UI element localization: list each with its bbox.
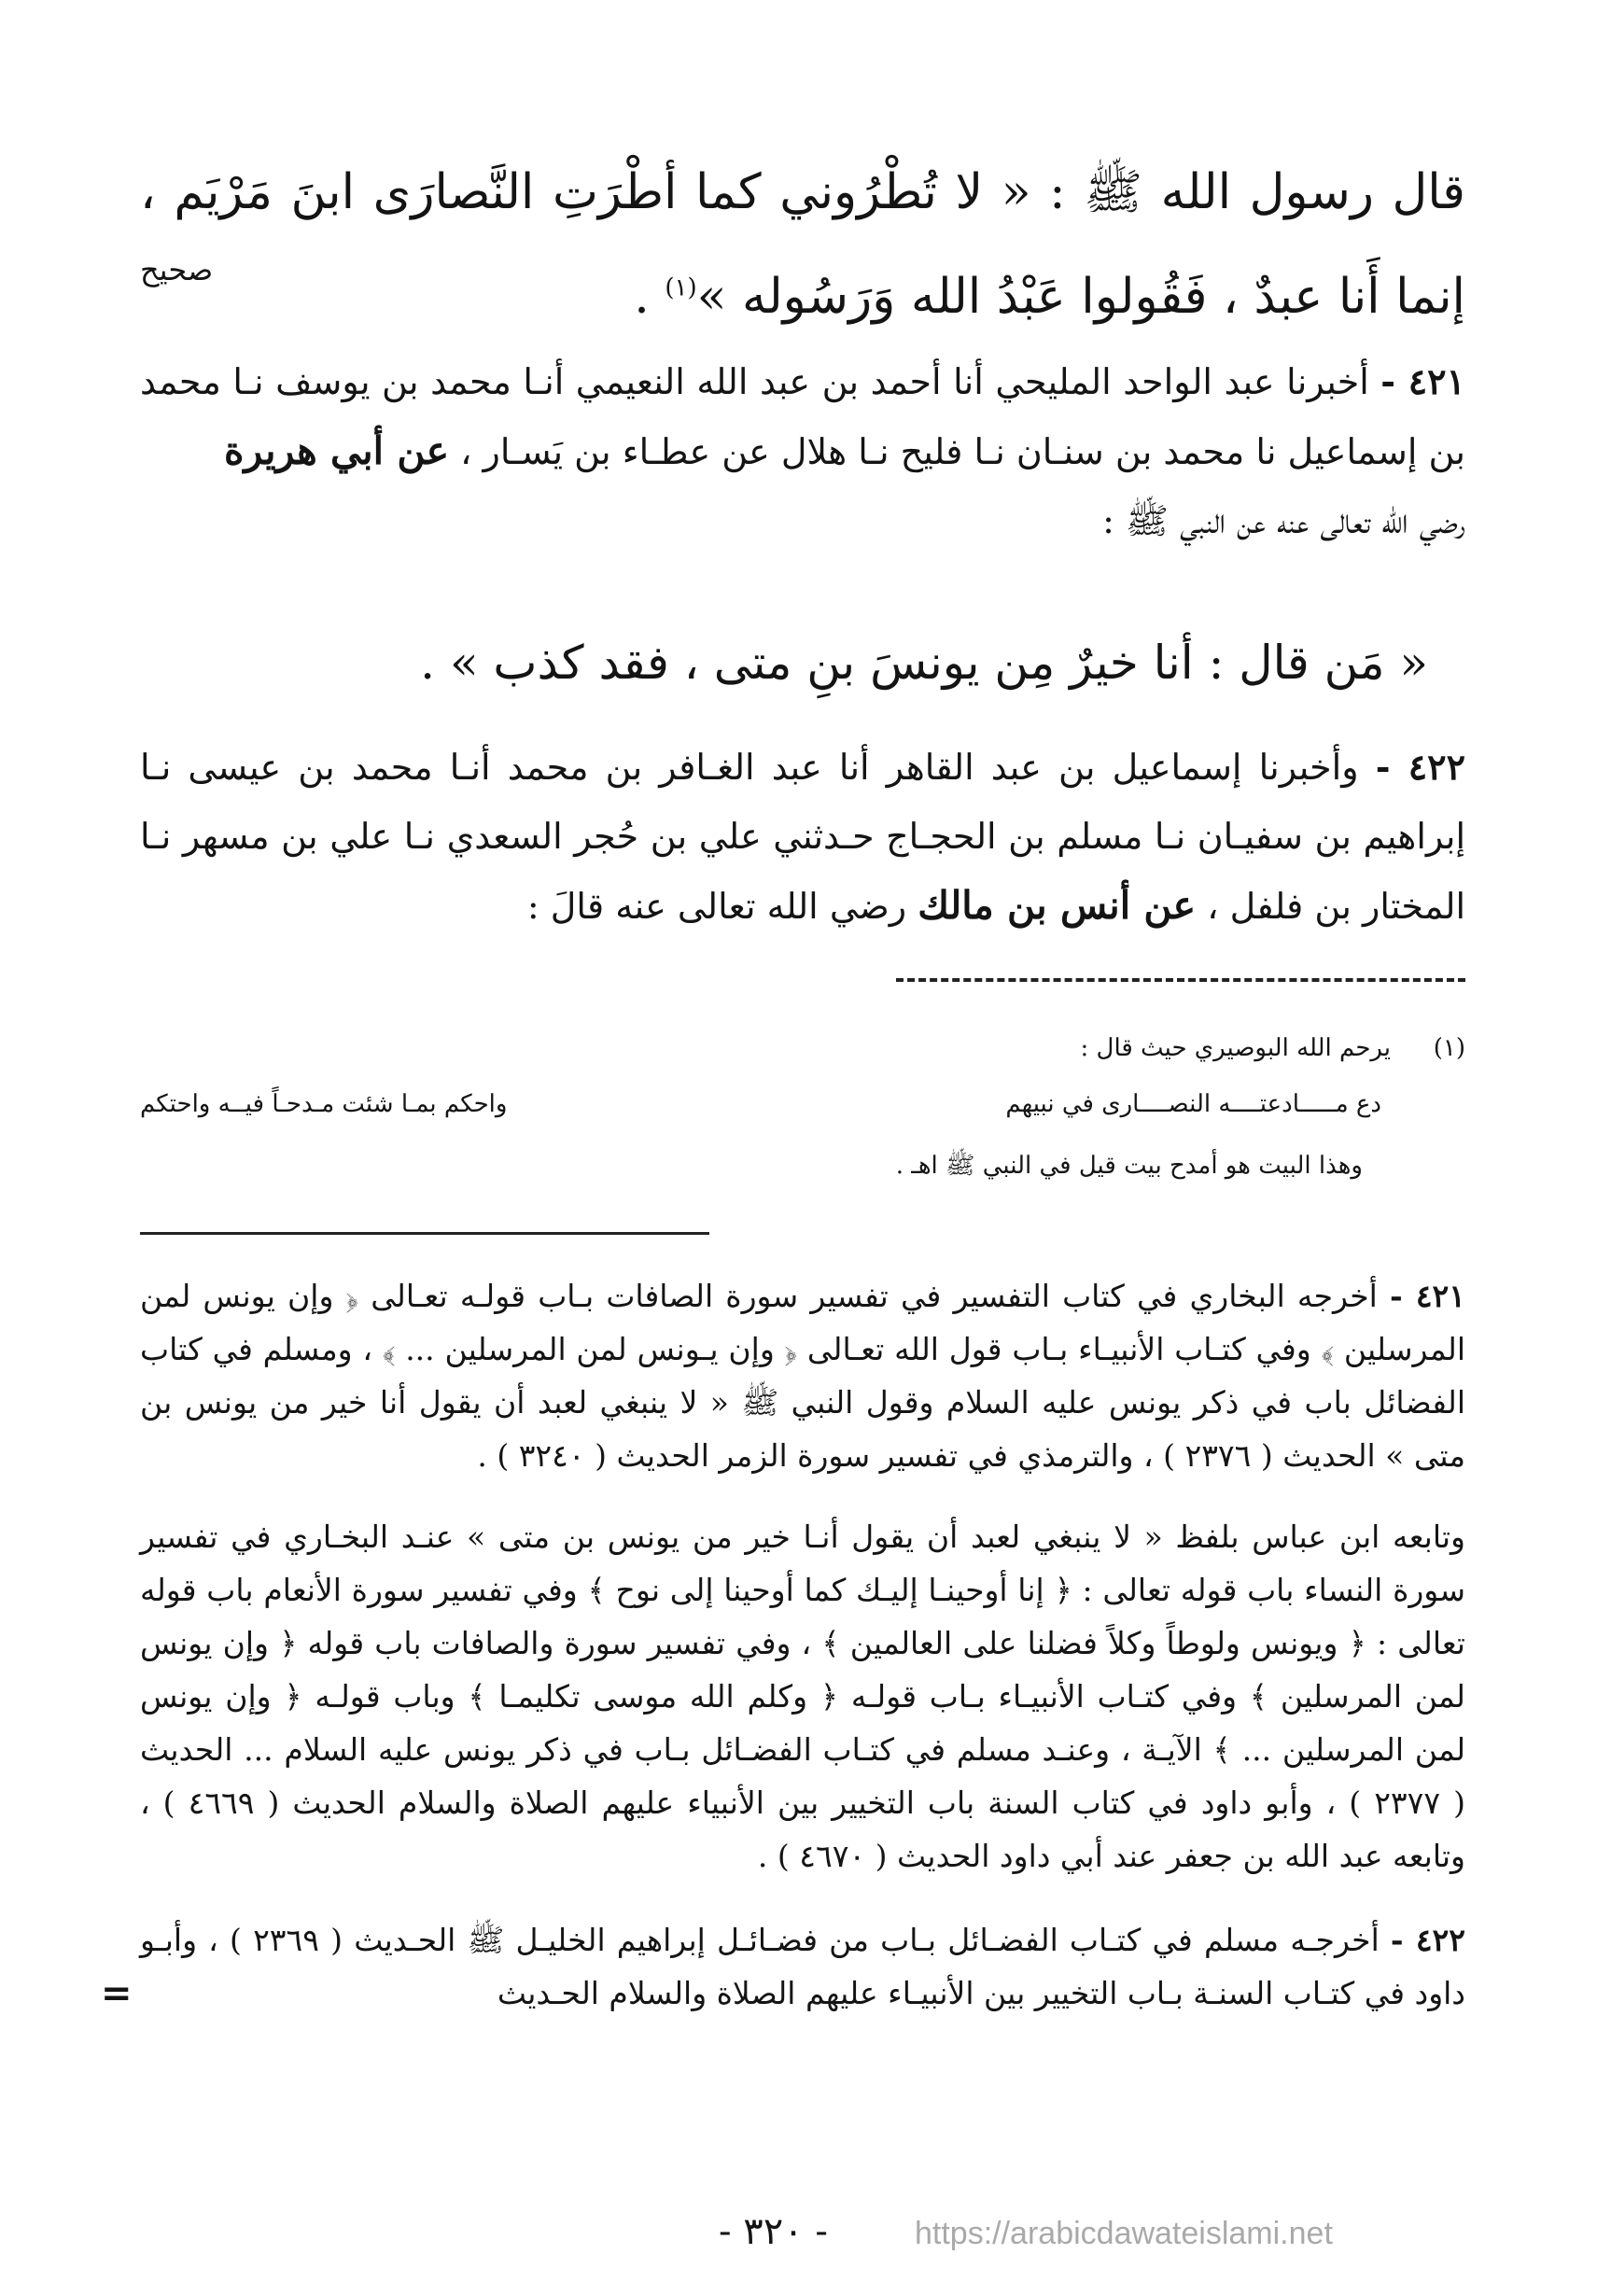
quote-text: قال رسول الله ﷺ : « لا تُطْرُوني كما أطْرَتِ النَّصارَى ابنَ مَرْيَم ، إنما أَنا عبدٌ ، فَقُولوا عَبْدُ الله وَرَسُوله » <box>140 164 1465 325</box>
prophetic-quote <box>140 140 1465 349</box>
book-page <box>140 0 1465 2296</box>
narrator-name: عن أبي هريرة <box>223 427 450 473</box>
footnote-number: (١) <box>1433 1034 1465 1062</box>
isnad-end: رضي الله تعالى عنه قالَ : <box>526 886 907 927</box>
takhrij-number: ٤٢٢ - <box>1390 1922 1465 1958</box>
takhrij-separator <box>140 1232 709 1235</box>
isnad-text: وأخبرنا إسماعيل بن عبد القاهر أنا عبد الغـافر بن محمد أنـا محمد بن عيسى نـا إبراهيم بن سفيـان نـا مسلم بن الحجـاج حـدثني علي بن حُجر السعدي نـا علي بن مسهر نـا المختار بن فلفل ، <box>140 747 1465 927</box>
isnad-text: أخبرنا عبد الواحد المليحي أنا أحمد بن عبد الله النعيمي أنـا محمد بن يوسف نـا محمد بن إسماعيل نا محمد بن سنـان نـا فليح نـا هلال عن عطـاء بن يَسـار ، <box>140 361 1465 472</box>
continuation-mark: = <box>101 1971 133 2015</box>
takhrij-text: أخرجه البخاري في كتاب التفسير في تفسير سورة الصافات بـاب قولـه تعـالى ﴿ وإن يونس لمن المرسلين ﴾ وفي كتـاب الأنبيـاء بـاب قول الله تعـالى ﴿ وإن يـونس لمن المرسلين ... ﴾ ، ومسلم في كتاب الفضائل باب في ذكر يونس عليه السلام وقول النبي ﷺ « لا ينبغي لعبد أن يقول أنا خير من يونس بن متى » الحديث ( ٢٣٧٦ ) ، والترمذي في تفسير سورة الزمر الحديث ( ٣٢٤٠ ) . <box>140 1278 1465 1474</box>
takhrij-421 <box>140 1269 1465 1482</box>
footnote-comment: وهذا البيت هو أمدح بيت قيل في النبي ﷺ اهـ . <box>895 1152 1363 1180</box>
verse-first-hemistich: دع مـــــادعتــــه النصــــارى في نبيهم <box>1005 1090 1381 1118</box>
isnad-end: رضي الله تعالى عنه عن النبي ﷺ : <box>1102 500 1465 541</box>
hadith-number: ٤٢٢ - <box>1375 746 1465 788</box>
page-number: - ٣٢٠ - <box>719 2210 828 2253</box>
poem-verse <box>140 1090 1381 1118</box>
footnote-1 <box>140 1034 1465 1062</box>
verse-second-hemistich: واحكم بمـا شئت مـدحـاً فيــه واحتكم <box>140 1090 508 1118</box>
hadith-422-chain <box>140 733 1465 941</box>
footnote-ref[interactable]: (١) <box>665 273 697 302</box>
takhrij-421-continuation: وتابعه ابن عباس بلفظ « لا ينبغي لعبد أن يقول أنـا خير من يونس بن متى » عنـد البخـاري في تفسير سورة النساء باب قوله تعالى : ﴿ إنا أوحينـا إليـك كما أوحينا إلى نوح ﴾ وفي تفسير سورة الأنعام باب قوله تعالى : ﴿ ويونس ولوطاً وكلاً فضلنا على العالمين ﴾ ، وفي تفسير سورة والصافات باب قوله ﴿ وإن يونس لمن المرسلين ﴾ وفي كتـاب الأنبيـاء بـاب قولـه ﴿ وكلم الله موسى تكليمـا ﴾ وباب قولـه ﴿ وإن يونس لمن المرسلين ... ﴾ الآيـة ، وعنـد مسلم في كتـاب الفضـائل بـاب في ذكر يونس عليه السلام ... الحديث ( ٢٣٧٧ ) ، وأبو داود في كتاب السنة باب التخيير بين الأنبياء عليهم الصلاة والسلام الحديث ( ٤٦٦٩ ) ، وتابعه عبد الله بن جعفر عند أبي داود الحديث ( ٤٦٧٠ ) . <box>140 1519 1465 1874</box>
watermark-url[interactable]: https://arabicdawateislami.net <box>915 2216 1333 2251</box>
takhrij-422 <box>140 1913 1465 2020</box>
page-footer <box>0 2210 1597 2266</box>
footnote-intro: يرحم الله البوصيري حيث قال : <box>1080 1034 1391 1062</box>
takhrij-number: ٤٢١ - <box>1389 1278 1465 1314</box>
grade-label: صحيح <box>140 252 214 287</box>
dashed-separator <box>896 978 1465 982</box>
quote-end: . <box>634 269 665 325</box>
hadith-number: ٤٢١ - <box>1380 360 1465 402</box>
hadith-421-chain <box>140 347 1465 555</box>
narrator-name: عن أنس بن مالك <box>918 882 1197 928</box>
takhrij-text: أخرجـه مسلم في كتـاب الفضـائل بـاب من فضـائـل إبراهيم الخليـل ﷺ الحـديث ( ٢٣٦٩ ) ، وأبـو داود في كتـاب السنـة بـاب التخيير بين الأنبيـاء عليهم الصلاة والسلام الحـديث <box>140 1922 1465 2011</box>
hadith-421-matn: « مَن قال : أنا خيرٌ مِن يونسَ بنِ متى ، فقد كذب » . <box>420 636 1428 690</box>
